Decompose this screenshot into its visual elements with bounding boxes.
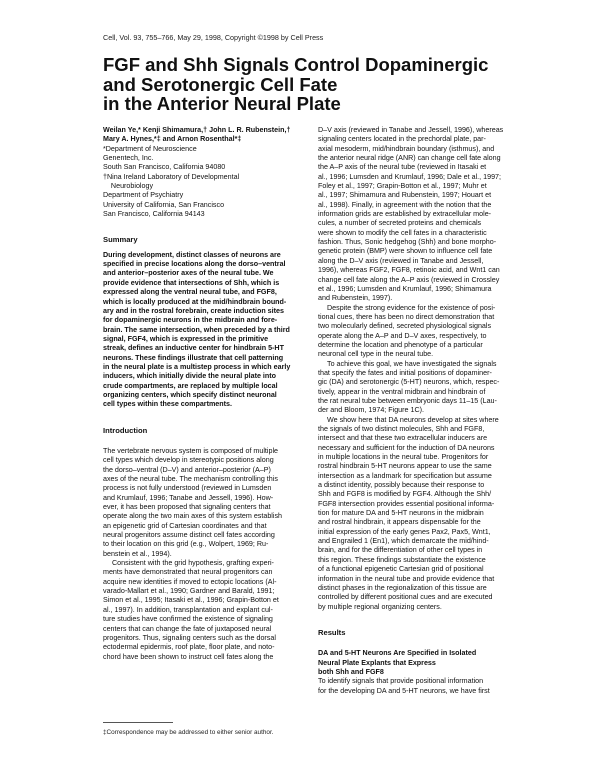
body-line: Despite the strong evidence for the existence of posi- — [327, 303, 496, 312]
body-line: of a functional epigenetic Cartesian grid of positional — [318, 565, 484, 574]
body-line: this region. These findings substantiate the existence — [318, 555, 486, 564]
body-line: Foley et al., 1997; Grapin-Botton et al., 1997; Muhr et — [318, 182, 487, 191]
body-line: the A–P axis of the neural tube (reviewed in Itasaki et — [318, 163, 487, 172]
affiliation-line: Neurobiology — [103, 182, 154, 191]
summary-line: and anterior–posterior axes of the neural tube. We — [103, 269, 274, 278]
affiliation-line: Department of Psychiatry — [103, 191, 184, 200]
subheading-line: Neural Plate Explants that Express — [318, 658, 436, 667]
body-line: centers that can change the fate of juxtaposed neural — [103, 624, 272, 633]
body-line: genetic protein (BMP) were shown to influence cell fate — [318, 247, 493, 256]
title-line: and Serotonergic Cell Fate — [103, 73, 338, 95]
body-line: two molecularly defined, secreted physiological signals — [318, 322, 492, 331]
body-line: change cell fate along the A–P axis (reviewed in Crossley — [318, 275, 500, 284]
body-line: To achieve this goal, we have investigated the signals — [327, 359, 497, 368]
body-line: neural progenitors assume distinct cell fates according — [103, 531, 275, 540]
body-line: axes of the neural tube. The mechanism controlling this — [103, 475, 278, 483]
summary-text — [103, 251, 305, 410]
body-line: by multiple regional organizing centers. — [318, 602, 442, 611]
body-line: ever, it has been proposed that signaling centers that — [103, 503, 271, 512]
right-paragraph-3 — [318, 360, 520, 416]
summary-line: ary and in the rostral forebrain, create induction sites — [103, 306, 284, 315]
body-line: ectodermal epidermis, roof plate, floor plate, and noto- — [103, 643, 275, 652]
affiliation-line: *Department of Neuroscience — [103, 144, 197, 153]
subheading-line: both Shh and FGF8 — [318, 667, 384, 676]
body-line: FGF8 intersection provides essential positional informa- — [318, 499, 495, 508]
body-line: cules, a number of secreted proteins and chemicals — [318, 219, 482, 228]
body-line: and rostral hindbrain, it appears dispensable for the — [318, 518, 481, 527]
body-line: in multiple locations in the neural tube. Progenitors for — [318, 453, 489, 462]
body-line: information in the neural tube and provide evidence that — [318, 574, 495, 583]
body-line: ture studies have confirmed the existence of signaling — [103, 615, 273, 624]
body-line: an epigenetic grid of Cartesian coordinates and that — [103, 521, 267, 530]
body-line: D–V axis (reviewed in Tanabe and Jessell, 1996), whereas — [318, 126, 504, 134]
left-column — [103, 126, 305, 662]
summary-line: cell types within these compartments. — [103, 400, 232, 409]
body-line: To identify signals that provide positional information — [318, 677, 484, 686]
author-line: Mary A. Hynes,*‡ and Arnon Rosenthal*‡ — [103, 135, 242, 144]
summary-line: During development, distinct classes of neurons are — [103, 250, 281, 259]
body-line: neuronal cell type in the neural tube. — [318, 350, 434, 359]
body-line: necessary and sufficient for the induction of DA neurons — [318, 443, 495, 452]
introduction-heading: Introduction — [103, 425, 148, 435]
subheading-line: DA and 5-HT Neurons Are Specified in Isolated — [318, 649, 477, 658]
body-line: et al., 1996; Lumsden and Krumlauf, 1996; Shimamura — [318, 284, 492, 293]
summary-line: for dopaminergic neurons in the midbrain and fore- — [103, 316, 278, 325]
correspondence-footnote: ‡Correspondence may be addressed to either senior author. — [103, 729, 274, 736]
body-line: intersection as a landmark for specification but assume — [318, 471, 492, 480]
right-paragraph-2 — [318, 304, 520, 360]
body-line: rostral hindbrain 5-HT neurons appear to use the same — [318, 462, 492, 471]
body-line: to their location on this grid (e.g., Wolpert, 1969; Ru- — [103, 540, 269, 549]
body-line: and Engrailed 1 (En1), which demarcate the mid/hind- — [318, 537, 489, 546]
body-line: progenitors. Thus, signaling centers such as the dorsal — [103, 633, 276, 642]
body-line: a distinct identity, possibly because their response to — [318, 481, 485, 490]
summary-line: streak, defines an inductive center for hindbrain 5-HT — [103, 344, 284, 353]
body-line: the dorso–ventral (D–V) and anterior–posterior (A–P) — [103, 465, 271, 474]
body-line: tion for mature DA and 5-HT neurons in the midbrain — [318, 509, 484, 518]
summary-heading: Summary — [103, 235, 138, 245]
summary-line: in the neural plate is a multistep process in which early — [103, 362, 291, 371]
right-paragraph-1 — [318, 126, 520, 304]
body-line: initial expression of the early genes Pax2, Pax5, Wnt1, — [318, 527, 491, 536]
summary-line: organizing centers, which specify distinct neuronal — [103, 390, 277, 399]
body-line: fashion. Thus, Sonic hedgehog (Shh) and bone morpho- — [318, 238, 497, 247]
summary-line: specified in precise locations along the dorso–ventral — [103, 260, 286, 269]
body-line: distinct phases in the regionalization of this tissue are — [318, 583, 487, 592]
body-line: acquire new identities if moved to ectopic locations (Al- — [103, 577, 277, 586]
body-line: signaling centers located in the prechordal plate, par- — [318, 135, 486, 144]
author-list — [103, 126, 305, 145]
body-line: axial mesoderm, mid/hindbrain boundary (isthmus), and — [318, 144, 495, 153]
body-line: der and Bloom, 1974; Figure 1C). — [318, 406, 424, 415]
right-column — [318, 126, 520, 696]
results-subheading — [318, 649, 520, 677]
affiliation-line: University of California, San Francisco — [103, 200, 225, 209]
body-line: information grids are established by extracellular mole- — [318, 210, 492, 219]
footnote-divider — [103, 722, 173, 723]
body-line: tional cues, there has been no direct demonstration that — [318, 312, 495, 321]
body-line: the anterior neural ridge (ANR) can change cell fate along — [318, 154, 501, 163]
body-line: and Rubenstein, 1997). — [318, 294, 393, 303]
summary-line: crude compartments, are replaced by multiple local — [103, 381, 278, 390]
article-title — [103, 54, 489, 114]
body-line: Shh and FGF8 is modified by FGF4. Although the Shh/ — [318, 490, 492, 499]
body-line: The vertebrate nervous system is composed of multiple — [103, 446, 279, 455]
summary-line: inducers, which initially divide the neural plate into — [103, 372, 276, 381]
body-line: benstein et al., 1994). — [103, 549, 172, 558]
body-line: determine the location and phenotype of a particular — [318, 340, 483, 349]
body-line: along the D–V axis (reviewed in Tanabe and Jessell, — [318, 256, 484, 265]
body-line: al., 1996; Lumsden and Krumlauf, 1996; Dale et al., 1997; — [318, 172, 501, 181]
title-line: in the Anterior Neural Plate — [103, 93, 341, 114]
body-line: process is not fully understood (reviewed in Lumsden — [103, 484, 272, 493]
summary-line: neurons. These findings illustrate that cell patterning — [103, 353, 284, 362]
right-paragraph-5 — [318, 677, 520, 696]
body-line: tively, appear in the ventral midbrain and hindbrain of — [318, 387, 486, 396]
body-line: al., 1998). Finally, in agreement with the notion that the — [318, 200, 492, 209]
body-line: chord have been shown to instruct cell fates along the — [103, 652, 274, 661]
body-line: gic (DA) and serotonergic (5-HT) neurons, which, respec- — [318, 378, 500, 387]
summary-line: provide evidence that intersections of Shh, which is — [103, 278, 280, 287]
body-line: cell types which develop in stereotypic positions along — [103, 456, 274, 465]
title-line: FGF and Shh Signals Control Dopaminergic — [103, 54, 489, 75]
summary-line: expressed along the ventral neural tube, and FGF8, — [103, 288, 277, 297]
body-line: operate along the two main axes of this system establish — [103, 512, 283, 521]
right-paragraph-4 — [318, 416, 520, 612]
body-line: al., 1997; Shimamura and Rubenstein, 1997; Houart et — [318, 191, 492, 200]
body-line: for the developing DA and 5-HT neurons, we have first — [318, 686, 490, 695]
affiliations — [103, 145, 305, 220]
body-line: Consistent with the grid hypothesis, grafting experi- — [112, 559, 274, 568]
body-line: controlled by different positional cues and are executed — [318, 593, 493, 602]
body-line: intersect and that these two extracellular inducers are — [318, 434, 488, 443]
body-line: al., 1997). In addition, transplantation and explant cul- — [103, 605, 273, 614]
body-line: 1996), whereas FGF2, FGF8, retinoic acid, and Wnt1 can — [318, 266, 500, 275]
body-line: the rat neural tube between embryonic days 11–15 (Lau- — [318, 396, 497, 405]
journal-citation: Cell, Vol. 93, 755–766, May 29, 1998, Copyright ©1998 by Cell Press — [103, 33, 324, 42]
intro-paragraph-2 — [103, 559, 305, 662]
affiliation-line: San Francisco, California 94143 — [103, 210, 205, 219]
body-line: that specify the fates and initial positions of dopaminer- — [318, 368, 492, 377]
author-line: Weilan Ye,* Kenji Shimamura,† John L. R. Rubenstein,† — [103, 126, 291, 134]
results-heading: Results — [318, 627, 346, 637]
body-line: operate along the A–P and D–V axes, respectively, to — [318, 331, 487, 340]
body-line: were shown to modify the cell fates in a characteristic — [318, 228, 487, 237]
summary-line: brain. The same intersection, when preceded by a third — [103, 325, 290, 334]
summary-line: which is locally produced at the mid/hindbrain bound- — [103, 297, 287, 306]
affiliation-line: Genentech, Inc. — [103, 154, 154, 163]
affiliation-line: †Nina Ireland Laboratory of Developmental — [103, 172, 240, 181]
body-line: Simon et al., 1995; Itasaki et al., 1996; Grapin-Botton et — [103, 596, 279, 605]
body-line: varado-Mallart et al., 1990; Gardner and Barald, 1991; — [103, 587, 275, 596]
body-line: brain, and for the differentiation of other cell types in — [318, 546, 483, 555]
affiliation-line: South San Francisco, California 94080 — [103, 163, 226, 172]
body-line: We show here that DA neurons develop at sites where — [327, 415, 499, 424]
intro-paragraph-1 — [103, 447, 305, 559]
body-line: the signals of two distinct molecules, Shh and FGF8, — [318, 425, 485, 433]
body-line: and Krumlauf, 1996; Tanabe and Jessell, 1996). How- — [103, 493, 274, 502]
body-line: ments have demonstrated that neural progenitors can — [103, 568, 273, 577]
summary-line: signal, FGF4, which is expressed in the primitive — [103, 334, 269, 343]
